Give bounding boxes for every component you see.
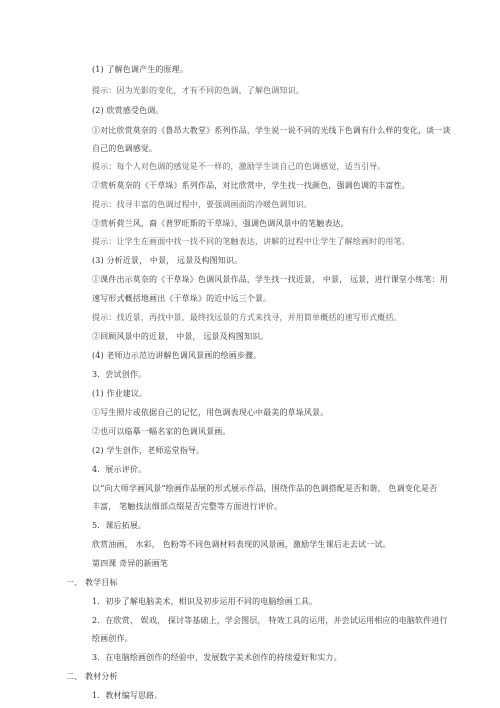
text-line: 以“向大师学画风景”绘画作品展的形式展示作品，围绕作品的色调搭配是否和谐， 色调变化是否	[92, 484, 438, 493]
text-line: 第四课 奇异的新画笔	[92, 559, 169, 568]
text-line: 提示：找寻丰富的色调过程中，要强调画面的冷暖色调知识。	[92, 200, 313, 209]
text-line: ①对比欣赏莫奈的《鲁昂大教堂》系列作品，学生说一说不同的光线下色调有什么样的变化，谈一谈	[92, 126, 451, 135]
text-line: 一、 教学目标	[66, 578, 118, 587]
text-line: 丰富， 笔触技法细部点缀是否完整等方面进行评价。	[92, 502, 283, 511]
text-line: 1．初步了解电脑美术，相识及初步运用不同的电脑绘画工具。	[92, 597, 318, 606]
text-line: ①课件出示莫奈的《干草垛》色调风景作品，学生找一找近景， 中景， 远景，进行课堂小练笔：用	[92, 275, 448, 284]
text-line: 二、 教材分析	[66, 672, 118, 681]
text-line: (3) 分析近景， 中景， 远景及构图知识。	[92, 256, 243, 265]
text-line: ②赏析莫奈的《干草垛》系列作品，对比欣赏中，学生找一找颜色，强调色调的丰富性。	[92, 181, 410, 190]
text-line: 绘画创作。	[92, 634, 133, 643]
text-line: ②也可以临摹一幅名家的色调风景画。	[92, 427, 231, 436]
text-line: 1．教材编写思路。	[92, 691, 163, 700]
text-line: 欣赏油画， 水彩， 色粉等不同色调材料表现的风景画，激励学生课后走去试一试。	[92, 540, 391, 549]
text-line: 提示：因为光影的变化，才有不同的色调，了解色调知识。	[92, 86, 304, 95]
text-line: 提示：找近景，再找中景，最终找远景的方式来找寻，并用简单概括的速写形式概括。	[92, 313, 402, 322]
text-line: 3．尝试创作。	[92, 370, 147, 379]
text-line: 2．在欣赏， 娱戏， 探讨等基础上，学会图层， 特效工具的运用，并尝试运用相应的电脑软件进行	[92, 616, 448, 625]
text-line: (4) 老师边示范边讲解色调风景画的绘画步骤。	[92, 351, 262, 360]
text-line: (2) 学生创作，老师巡堂指导。	[92, 446, 205, 455]
text-line: 提示：每个人对色调的感觉是不一样的，激励学生谈自己的色调感觉，适当引导。	[92, 162, 386, 171]
text-line: ①写生照片或依据自己的记忆，用色调表现心中最美的草垛风景。	[92, 408, 329, 417]
text-line: (1) 了解色调产生的原理。	[92, 65, 188, 74]
text-line: 5．课后拓展。	[92, 521, 147, 530]
text-line: (1) 作业建议。	[92, 389, 148, 398]
text-line: 4．展示评价。	[92, 465, 147, 474]
text-line: (2) 欣赏感受色调。	[92, 106, 164, 115]
text-line: ②回顾风景中的近景， 中景， 远景及构图知识。	[92, 332, 269, 341]
text-line: 自己的色调感觉。	[92, 144, 158, 153]
text-line: 3．在电脑绘画创作的经验中，发展数字美术创作的持续爱好和实力。	[92, 653, 342, 662]
text-line: 速写形式概括地画出《干草垛》的近中远三个景。	[92, 294, 272, 303]
text-line: ③赏析荷兰风，裔《普罗旺斯的干草垛》，强调色调风景中的笔触表达。	[92, 219, 349, 228]
text-line: 提示：让学生在画面中找一找不同的笔触表达，讲解的过程中让学生了解绘画时的用笔。	[92, 237, 410, 246]
